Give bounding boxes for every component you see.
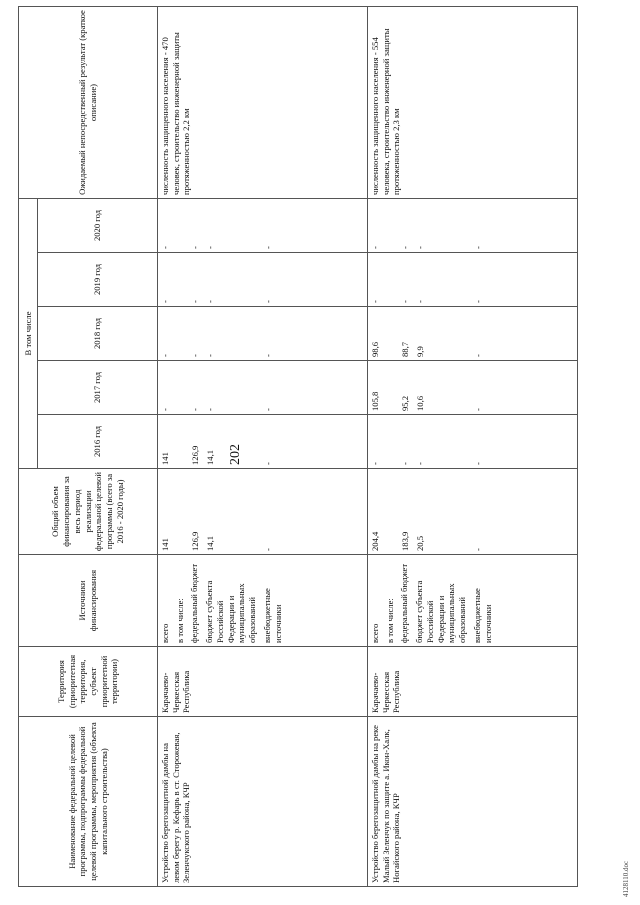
- col-header-2018: 2018 год: [38, 307, 158, 361]
- funding-sources: [368, 555, 578, 647]
- amount-value: -: [263, 462, 273, 465]
- amount-value: [385, 202, 396, 249]
- col-header-2020: 2020 год: [38, 199, 158, 253]
- amount-value: [175, 202, 186, 249]
- amount-y2016: [368, 415, 578, 469]
- amount-value: -: [263, 408, 273, 411]
- amount-value: 105,8: [370, 391, 380, 411]
- amount-value: -: [370, 462, 380, 465]
- source-label: в том числе:: [174, 598, 185, 643]
- source-label: бюджет субъекта Российской Федерации и муниципальных образований: [414, 580, 468, 643]
- amount-value: -: [263, 300, 273, 303]
- table-row: [368, 7, 578, 887]
- amount-value: [385, 256, 396, 303]
- col-header-territory: Территория (приоритетная территория, субъект приоритетной территории): [19, 647, 158, 717]
- amount-value: 204,4: [370, 531, 380, 551]
- col-header-2016: 2016 год: [38, 415, 158, 469]
- amount-value: -: [473, 408, 483, 411]
- amount-value: -: [370, 246, 380, 249]
- col-header-2019: 2019 год: [38, 253, 158, 307]
- measure-name: Устройство берегозащитной дамбы на реке Малый Зеленчук по защите а. Икон-Халк, Ногайского района, КЧР: [368, 717, 578, 887]
- source-label: в том числе:: [384, 598, 395, 643]
- amount-value: -: [473, 462, 483, 465]
- amount-y2018: [158, 307, 368, 361]
- amount-value: -: [160, 354, 170, 357]
- amount-value: [385, 418, 396, 465]
- amount-value: [385, 472, 396, 551]
- amount-value: [385, 364, 396, 411]
- amount-value: 20,5: [415, 535, 425, 551]
- amount-value: 183,9: [400, 531, 410, 551]
- amount-value: 95,2: [400, 395, 410, 411]
- amount-value: -: [205, 408, 215, 411]
- col-header-result: Ожидаемый непосредственный результат (краткое описание): [19, 7, 158, 199]
- amount-value: -: [190, 408, 200, 411]
- amount-value: -: [473, 354, 483, 357]
- amount-value: -: [263, 548, 273, 551]
- amount-value: -: [263, 354, 273, 357]
- amount-y2019: [368, 253, 578, 307]
- amount-total: [158, 469, 368, 555]
- col-header-name: Наименование федеральной целевой программы, подпрограммы федеральной целевой программы, мероприятия (объекта капитального строительства): [19, 717, 158, 887]
- table-row: [158, 7, 368, 887]
- source-label: федеральный бюджет: [189, 563, 200, 643]
- amount-value: [175, 418, 186, 465]
- col-header-total: Общий объем финансирования за весь период реализации федеральной целевой программы (всего за 2016 - 2020 годы): [19, 469, 158, 555]
- amount-y2016: [158, 415, 368, 469]
- amount-value: -: [400, 300, 410, 303]
- amount-value: -: [370, 300, 380, 303]
- territory: Карачаево-Черкесская Республика: [368, 647, 578, 717]
- source-label: внебюджетные источники: [471, 588, 493, 643]
- amount-value: -: [190, 246, 200, 249]
- amount-y2019: [158, 253, 368, 307]
- header-row-1: [19, 7, 38, 887]
- funding-sources: [158, 555, 368, 647]
- amount-value: -: [415, 462, 425, 465]
- expected-result: численность защищенного населения - 470 человек, строительство инженерной защиты протяженностью 2,2 км: [158, 7, 368, 199]
- source-label: всего: [370, 623, 380, 643]
- amount-value: -: [190, 300, 200, 303]
- page-number: 202: [228, 444, 243, 465]
- financing-table: [18, 6, 578, 887]
- source-label: федеральный бюджет: [399, 563, 410, 643]
- col-header-2017: 2017 год: [38, 361, 158, 415]
- amount-total: [368, 469, 578, 555]
- amount-value: -: [160, 300, 170, 303]
- amount-value: 14,1: [205, 535, 215, 551]
- amount-value: -: [473, 300, 483, 303]
- table-body: [158, 7, 578, 887]
- amount-value: 98,6: [370, 341, 380, 357]
- measure-name: Устройство берегозащитной дамбы на левом берегу р. Кефарь в ст. Сторожевая, Зеленчукского района, КЧР: [158, 717, 368, 887]
- amount-y2020: [158, 199, 368, 253]
- amount-value: -: [473, 548, 483, 551]
- amount-y2018: [368, 307, 578, 361]
- amount-value: -: [205, 246, 215, 249]
- territory: Карачаево-Черкесская Республика: [158, 647, 368, 717]
- amount-value: -: [160, 246, 170, 249]
- amount-value: -: [415, 246, 425, 249]
- amount-value: 9,9: [415, 346, 425, 357]
- amount-value: [175, 364, 186, 411]
- amount-value: [385, 310, 396, 357]
- amount-value: -: [205, 354, 215, 357]
- source-label: внебюджетные источники: [261, 588, 283, 643]
- amount-value: -: [160, 408, 170, 411]
- amount-value: [175, 310, 186, 357]
- amount-y2017: [368, 361, 578, 415]
- amount-value: 141: [160, 538, 170, 551]
- amount-value: 14,1: [205, 449, 215, 465]
- amount-value: [175, 472, 186, 551]
- amount-value: 141: [160, 452, 170, 465]
- amount-value: -: [400, 246, 410, 249]
- footer-filename: 4128110.doc: [622, 860, 630, 897]
- amount-value: 126,9: [190, 531, 200, 551]
- amount-value: -: [263, 246, 273, 249]
- amount-value: 88,7: [400, 341, 410, 357]
- source-label: бюджет субъекта Российской Федерации и муниципальных образований: [204, 580, 258, 643]
- amount-value: -: [415, 300, 425, 303]
- amount-value: 126,9: [190, 445, 200, 465]
- amount-value: -: [190, 354, 200, 357]
- amount-y2020: [368, 199, 578, 253]
- col-header-including: В том числе: [19, 199, 38, 469]
- amount-value: -: [205, 300, 215, 303]
- expected-result: численность защищенного населения - 554 человека, строительство инженерной защиты протяженностью 2,3 км: [368, 7, 578, 199]
- col-header-sources: Источники финансирования: [19, 555, 158, 647]
- amount-value: -: [400, 462, 410, 465]
- amount-value: 10,6: [415, 395, 425, 411]
- amount-value: -: [473, 246, 483, 249]
- amount-y2017: [158, 361, 368, 415]
- amount-value: [175, 256, 186, 303]
- source-label: всего: [160, 623, 170, 643]
